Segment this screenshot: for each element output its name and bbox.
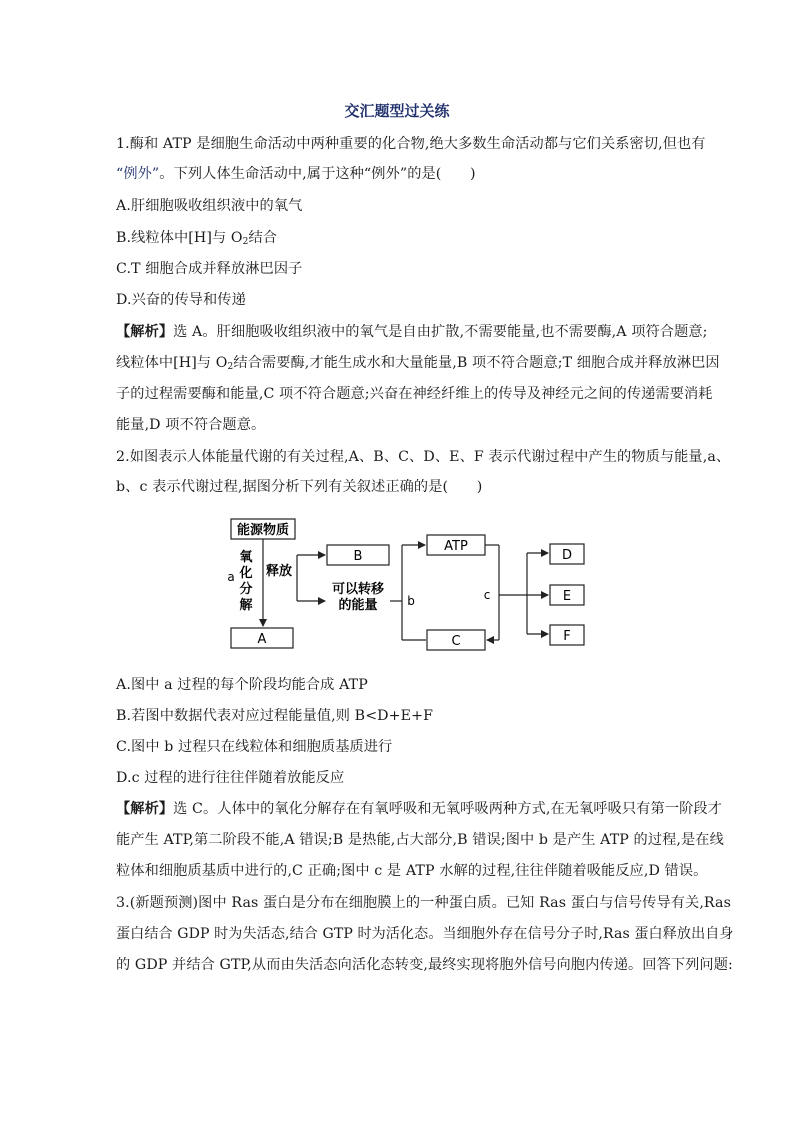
- q1-analysis-text2b: 结合需要酶,才能生成水和大量能量,B 项不符合题意;T 细胞合成并释放淋巴因: [233, 355, 720, 371]
- q2-option-c: C.图中 b 过程只在线粒体和细胞质基质进行: [116, 739, 393, 755]
- q1-option-b-text: B.线粒体中[H]与 O: [116, 230, 243, 246]
- q1-analysis-line3: 子的过程需要酶和能量,C 项不符合题意;兴奋在神经纤维上的传导及神经元之间的传递需要消耗: [116, 386, 713, 402]
- energy-metabolism-diagram: [222, 515, 592, 655]
- q1-option-b-subscript: 2: [242, 237, 249, 247]
- q3-stem-line3: 的 GDP 并结合 GTP,从而由失活态向活化态转变,最终实现将胞外信号向胞内传递。回答下列问题:: [116, 957, 733, 973]
- q1-analysis-text2a: 线粒体中[H]与 O: [116, 355, 228, 371]
- q3-stem-line1: 3.(新题预测)图中 Ras 蛋白是分布在细胞膜上的一种蛋白质。已知 Ras 蛋白与信号传导有关,Ras: [116, 895, 731, 911]
- release-label: 释放: [265, 564, 293, 579]
- q1-option-d: D.兴奋的传导和传递: [116, 292, 246, 308]
- q1-analysis-text1: 选 A。肝细胞吸收组织液中的氧气是自由扩散,不需要能量,也不需要酶,A 项符合题意;: [173, 324, 708, 340]
- process-c-label: c: [483, 588, 491, 602]
- q2-option-b: B.若图中数据代表对应过程能量值,则 B<D+E+F: [116, 708, 434, 724]
- transferable-energy-line2: 的能量: [338, 598, 378, 613]
- box-d-label: D: [561, 548, 573, 563]
- q2-stem-line1: 2.如图表示人体能量代谢的有关过程,A、B、C、D、E、F 表示代谢过程中产生的物质与能量,a、: [116, 449, 731, 465]
- q1-analysis-tag: 【解析】: [116, 324, 174, 340]
- q1-stem-line1: 1.酶和 ATP 是细胞生命活动中两种重要的化合物,绝大多数生命活动都与它们关系密切,但也有: [116, 136, 706, 152]
- q1-analysis-line1: [116, 322, 708, 342]
- q2-stem-line2: b、c 表示代谢过程,据图分析下列有关叙述正确的是( ): [116, 479, 483, 495]
- box-a-label: A: [257, 632, 267, 647]
- q1-stem-line2: [116, 164, 476, 184]
- box-f-label: F: [563, 629, 571, 644]
- q3-stem-line2: 蛋白结合 GDP 时为失活态,结合 GTP 时为活化态。当细胞外存在信号分子时,Ras 蛋白释放出自身: [116, 926, 734, 942]
- q1-analysis-line2: [116, 353, 720, 377]
- q2-analysis-line3: 粒体和细胞质基质中进行的,C 正确;图中 c 是 ATP 水解的过程,往往伴随着吸能反应,D 错误。: [116, 863, 708, 879]
- q2-option-d: D.c 过程的进行往往伴随着放能反应: [116, 770, 345, 786]
- q1-option-a: A.肝细胞吸收组织液中的氧气: [116, 198, 303, 214]
- process-a-label: a: [227, 570, 235, 584]
- q2-analysis-line2: 能产生 ATP,第二阶段不能,A 错误;B 是热能,占大部分,B 错误;图中 b 是产生 ATP 的过程,是在线: [116, 832, 724, 848]
- energy-source-label: 能源物质: [236, 523, 290, 538]
- transferable-energy-line1: 可以转移: [331, 582, 385, 597]
- box-c-label: C: [451, 634, 461, 649]
- q2-analysis-tag: 【解析】: [116, 801, 174, 817]
- oxidize-char-3: 分: [239, 582, 253, 597]
- box-b-label: B: [353, 549, 363, 564]
- box-e-label: E: [562, 589, 572, 604]
- process-b-label: b: [407, 594, 415, 608]
- q2-option-a: A.图中 a 过程的每个阶段均能合成 ATP: [116, 677, 368, 693]
- q2-analysis-line1: [116, 799, 722, 819]
- q1-option-b: [116, 228, 277, 252]
- oxidize-char-2: 化: [239, 566, 253, 581]
- q1-option-c: C.T 细胞合成并释放淋巴因子: [116, 261, 303, 277]
- q1-option-b-text-end: 结合: [248, 230, 278, 246]
- box-atp-label: ATP: [444, 539, 468, 554]
- q2-analysis-text1: 选 C。人体中的氧化分解存在有氧呼吸和无氧呼吸两种方式,在无氧呼吸只有第一阶段才: [173, 801, 722, 817]
- q1-analysis-subscript: 2: [227, 362, 234, 372]
- oxidize-char-1: 氧: [239, 550, 253, 565]
- page-title: 交汇题型过关练: [344, 102, 450, 120]
- oxidize-char-4: 解: [239, 598, 253, 613]
- q1-exception-quote: “例外”: [116, 166, 160, 182]
- q1-analysis-line4: 能量,D 项不符合题意。: [116, 417, 266, 433]
- q1-stem-line2-rest: 。下列人体生命活动中,属于这种“例外”的是( ): [159, 166, 476, 182]
